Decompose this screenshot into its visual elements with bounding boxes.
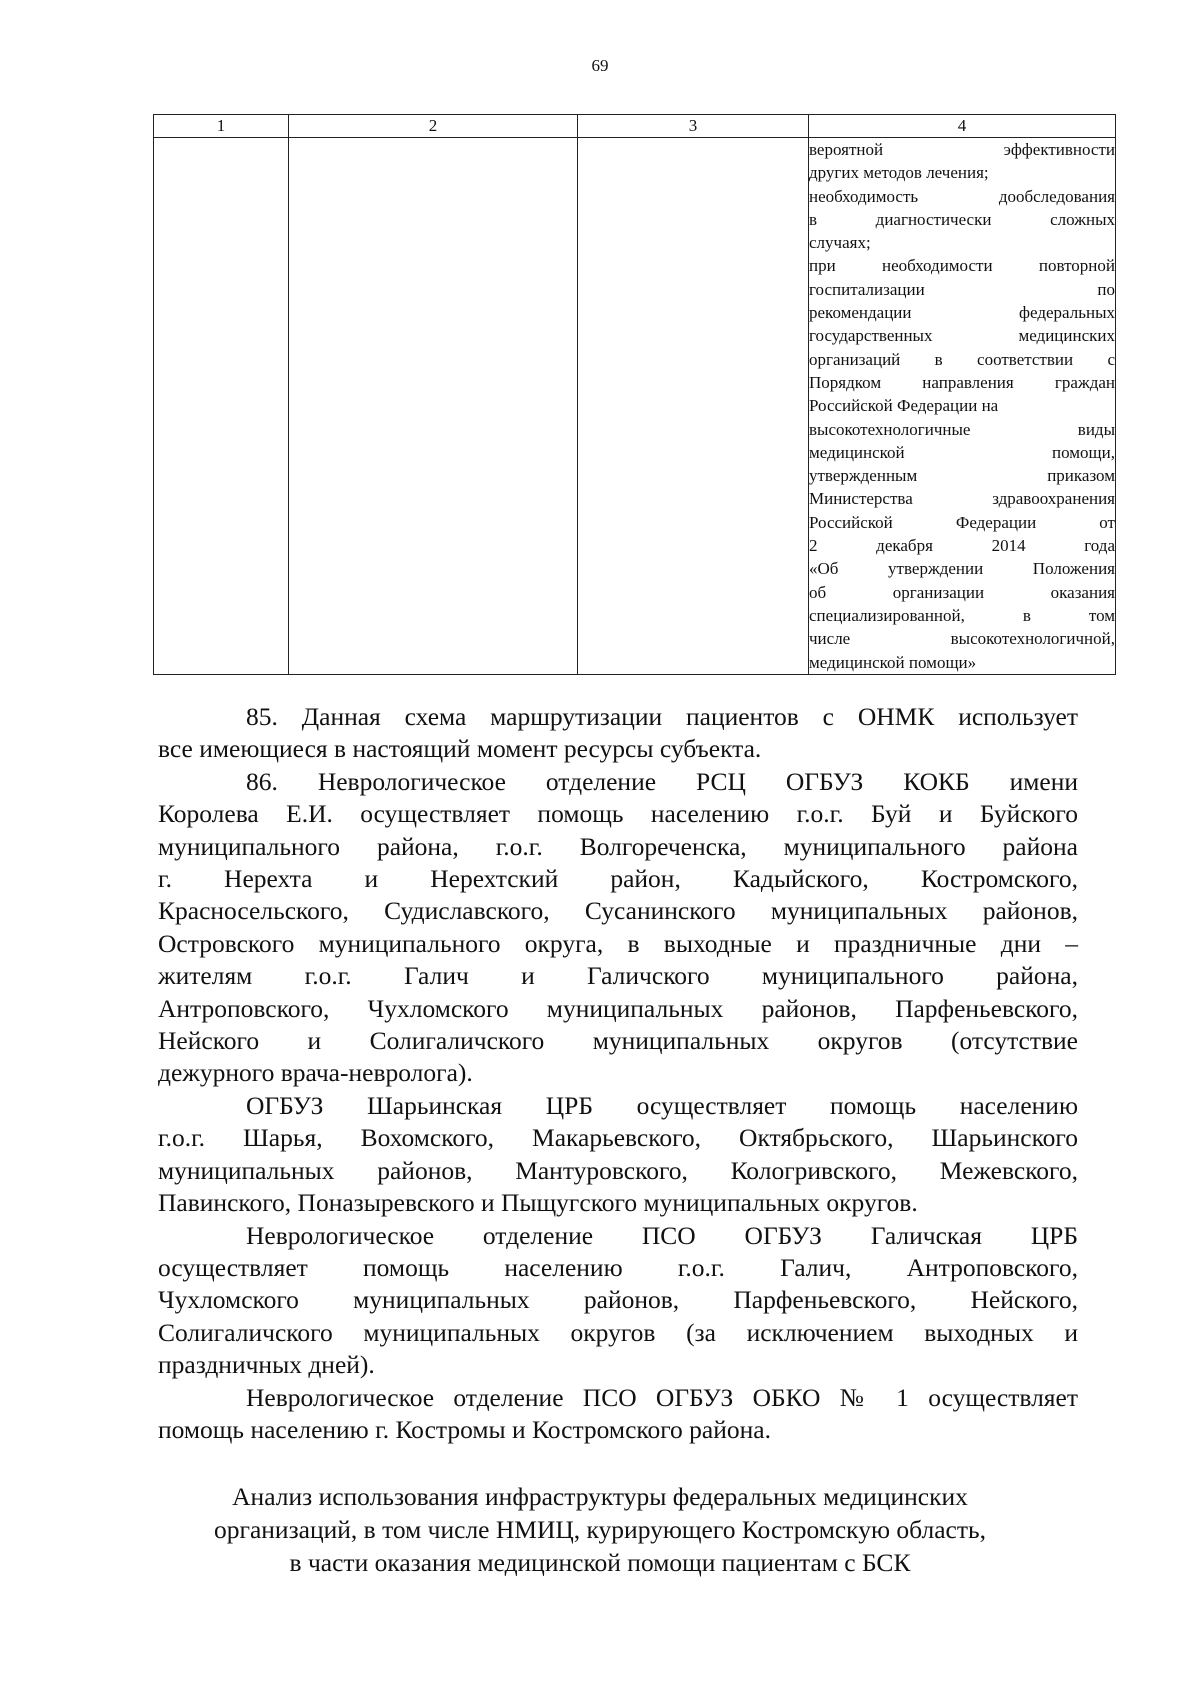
paragraph-line: жителям г.о.г. Галич и Галичского муниципального района, [158, 961, 1078, 991]
paragraph-line: Красносельского, Судиславского, Сусанинского муниципальных районов, [158, 896, 1078, 926]
table-cell-line: 2 декабря 2014 года [809, 536, 1115, 556]
section-heading [0, 1480, 1200, 1579]
table-cell-line: «Об утверждении Положения [809, 559, 1115, 579]
section-heading-line: в части оказания медицинской помощи пациентам с БСК [289, 1548, 911, 1577]
paragraph-86 [158, 766, 1078, 1090]
table-header-cell-4: 4 [809, 115, 1116, 138]
table-header-cell-1: 1 [154, 115, 289, 138]
table-cell-line: об организации оказания [809, 582, 1115, 602]
paragraph-obko [158, 1382, 1078, 1447]
paragraph-line: праздничных дней). [158, 1350, 375, 1380]
paragraph-line: Островского муниципального округа, в выходные и праздничные дни – [158, 928, 1078, 958]
table-header-cell-3: 3 [578, 115, 809, 138]
table-cell-line: госпитализации по [809, 279, 1115, 299]
paragraph-line: Нейского и Солигаличского муниципальных округов (отсутствие [158, 1026, 1078, 1056]
table-cell-line: специализированной, в том [809, 605, 1115, 625]
table-cell-line: утвержденным приказом [809, 466, 1115, 486]
table-cell-line: необходимость дообследования [809, 186, 1115, 206]
table-cell-line: рекомендации федеральных [809, 303, 1115, 323]
paragraph-line: 86. Неврологическое отделение РСЦ ОГБУЗ КОКБ имени [246, 766, 1078, 796]
paragraph-line: Неврологическое отделение ПСО ОГБУЗ Галичская ЦРБ [246, 1220, 1078, 1250]
table-cell-line: Российской Федерации от [809, 512, 1115, 532]
table-cell-col4 [809, 138, 1116, 675]
table-row [154, 138, 1116, 675]
paragraph-line: дежурного врача-невролога). [158, 1058, 473, 1088]
paragraph-85 [158, 701, 1078, 766]
paragraph-line: Антроповского, Чухломского муниципальных районов, Парфеньевского, [158, 993, 1078, 1023]
paragraph-line: Неврологическое отделение ПСО ОГБУЗ ОБКО № 1 осуществляет [246, 1382, 1078, 1412]
paragraph-line: Королева Е.И. осуществляет помощь населению г.о.г. Буй и Буйского [158, 799, 1078, 829]
table-cell-line: Российской Федерации на [809, 396, 999, 416]
section-heading-line: Анализ использования инфраструктуры федеральных медицинских [232, 1482, 968, 1511]
paragraph-line: ОГБУЗ Шарьинская ЦРБ осуществляет помощь населению [246, 1090, 1078, 1120]
paragraph-line: муниципальных районов, Мантуровского, Кологривского, Межевского, [158, 1155, 1078, 1185]
paragraph-galich [158, 1220, 1078, 1382]
table-cell-line: государственных медицинских [809, 326, 1115, 346]
paragraph-line: муниципального района, г.о.г. Волгореченска, муниципального района [158, 831, 1078, 861]
page-number: 69 [591, 56, 609, 75]
table-cell-line: медицинской помощи, [809, 442, 1115, 462]
table-cell-line: организаций в соответствии с [809, 349, 1115, 369]
paragraph-line: Павинского, Поназыревского и Пыщугского муниципальных округов. [158, 1188, 918, 1218]
paragraph-line: г.о.г. Шарья, Вохомского, Макарьевского, Октябрьского, Шарьинского [158, 1123, 1078, 1153]
table-cell-line: числе высокотехнологичной, [809, 629, 1115, 649]
paragraph-line: осуществляет помощь населению г.о.г. Галич, Антроповского, [158, 1252, 1078, 1282]
table-cell-line: высокотехнологичные виды [809, 419, 1115, 439]
table-header-row [154, 115, 1116, 138]
table-header-cell-2: 2 [289, 115, 578, 138]
table-cell-line: при необходимости повторной [809, 256, 1115, 276]
table-cell-col1 [154, 138, 289, 675]
table-cell-line: Министерства здравоохранения [809, 489, 1115, 509]
paragraph-line: 85. Данная схема маршрутизации пациентов с ОНМК использует [246, 702, 1078, 731]
table-cell-line: вероятной эффективности [809, 140, 1115, 159]
paragraph-line: г. Нерехта и Нерехтский район, Кадыйского, Костромского, [158, 864, 1078, 894]
table-cell-col3 [578, 138, 809, 675]
paragraph-line: Чухломского муниципальных районов, Парфеньевского, Нейского, [158, 1285, 1078, 1315]
section-heading-line: организаций, в том числе НМИЦ, курирующего Костромскую область, [214, 1515, 986, 1544]
paragraph-line: помощь населению г. Костромы и Костромского района. [158, 1414, 771, 1444]
paragraph-sharya [158, 1090, 1078, 1220]
paragraph-line: все имеющиеся в настоящий момент ресурсы субъекта. [158, 734, 762, 764]
continuation-table [153, 114, 1116, 675]
table-cell-line: Порядком направления граждан [809, 372, 1115, 392]
table-cell-line: других методов лечения; [809, 163, 989, 183]
table-cell-line: случаях; [809, 233, 871, 253]
table-cell-line: медицинской помощи» [809, 652, 977, 672]
table-cell-col2 [289, 138, 578, 675]
paragraph-line: Солигаличского муниципальных округов (за исключением выходных и [158, 1317, 1078, 1347]
body-text [158, 701, 1078, 1446]
table-cell-line: в диагностически сложных [809, 209, 1115, 229]
